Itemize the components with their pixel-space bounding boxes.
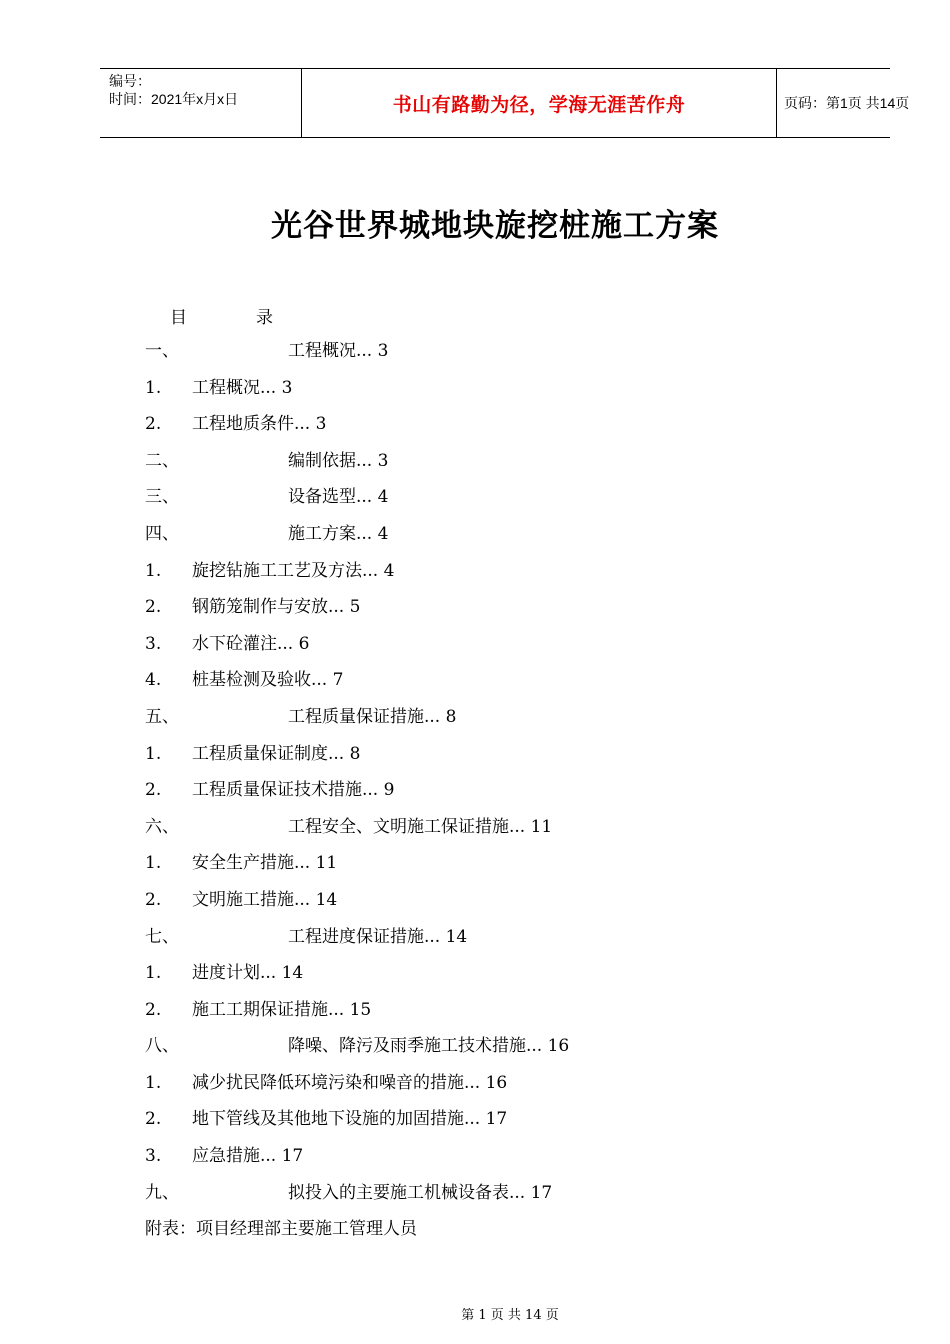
toc-entry-number: 4. — [145, 670, 162, 691]
toc-entry-text: 工程概况... 3 — [192, 377, 293, 398]
motto-text: 书山有路勤为径，学海无涯苦作舟 — [392, 93, 686, 116]
toc-entry[interactable] — [145, 997, 845, 1034]
toc-entry[interactable] — [145, 741, 845, 778]
toc-entry-text: 附表：项目经理部主要施工管理人员 — [145, 1219, 417, 1240]
toc-entry-number: 1. — [145, 853, 162, 874]
toc-entry-text: 施工工期保证措施... 15 — [192, 999, 372, 1020]
toc-entry-number: 一、 — [145, 341, 179, 361]
toc-entry[interactable] — [145, 1033, 845, 1070]
toc-entry-number: 2. — [145, 889, 162, 910]
header-meta-cell — [100, 69, 301, 137]
toc-entry[interactable] — [145, 594, 845, 631]
toc-entry-number: 四、 — [145, 523, 179, 544]
toc-entry[interactable] — [145, 1106, 845, 1143]
toc-entry-text: 设备选型... 4 — [288, 487, 389, 508]
toc-entry-number: 八、 — [145, 1036, 179, 1057]
toc-entry[interactable] — [145, 484, 845, 521]
toc-entry[interactable] — [145, 631, 845, 668]
serial-number-label: 编号： — [109, 73, 151, 89]
toc-entry-number: 1. — [145, 377, 162, 398]
toc-entry[interactable] — [145, 1216, 845, 1253]
toc-entry-number: 九、 — [145, 1182, 179, 1203]
toc-entry-number: 1. — [145, 560, 162, 581]
toc-entry-number: 七、 — [145, 926, 179, 947]
header-motto-cell — [301, 69, 777, 137]
toc-entry-text: 降噪、降污及雨季施工技术措施... 16 — [288, 1036, 570, 1057]
toc-entry-number: 1. — [145, 743, 162, 764]
toc-entry-number: 2. — [145, 1109, 162, 1130]
toc-entry-number: 1. — [145, 1072, 162, 1093]
toc-entry-text: 工程质量保证制度... 8 — [192, 743, 361, 764]
toc-entry[interactable] — [145, 558, 845, 595]
toc-entry[interactable] — [145, 924, 845, 961]
toc-entry-number: 2. — [145, 414, 162, 435]
toc-entry-number: 1. — [145, 963, 162, 984]
table-of-contents — [145, 338, 845, 1253]
date-label: 时间：2021年x月x日 — [109, 91, 239, 107]
toc-entry-number: 三、 — [145, 487, 179, 508]
toc-entry[interactable] — [145, 960, 845, 997]
page-footer — [0, 1304, 950, 1323]
toc-entry[interactable] — [145, 667, 845, 704]
footer-page-number: 第 1 页 共 14 页 — [461, 1308, 559, 1323]
toc-entry-text: 工程进度保证措施... 14 — [288, 926, 468, 947]
toc-entry[interactable] — [145, 1180, 845, 1217]
toc-entry[interactable] — [145, 411, 845, 448]
toc-entry-number: 五、 — [145, 706, 179, 727]
page-info: 页码：第1页 共14页 — [784, 95, 910, 111]
toc-entry-text: 进度计划... 14 — [192, 963, 304, 984]
toc-entry-number: 3. — [145, 633, 162, 654]
toc-entry-text: 水下砼灌注... 6 — [192, 633, 310, 654]
toc-entry-number: 2. — [145, 999, 162, 1020]
toc-entry-text: 桩基检测及验收... 7 — [192, 670, 344, 691]
toc-entry[interactable] — [145, 1143, 845, 1180]
toc-entry[interactable] — [145, 338, 845, 375]
header-page-cell — [776, 69, 910, 137]
toc-entry-text: 工程质量保证技术措施... 9 — [192, 780, 395, 801]
toc-entry[interactable] — [145, 850, 845, 887]
toc-entry[interactable] — [145, 521, 845, 558]
toc-entry-text: 工程地质条件... 3 — [192, 414, 327, 435]
toc-entry-text: 编制依据... 3 — [288, 450, 389, 471]
toc-entry-text: 减少扰民降低环境污染和噪音的措施... 16 — [192, 1072, 508, 1093]
page-header — [100, 68, 910, 138]
toc-entry-text: 应急措施... 17 — [192, 1146, 304, 1167]
toc-entry[interactable] — [145, 448, 845, 485]
toc-entry[interactable] — [145, 704, 845, 741]
toc-entry-text: 工程概况... 3 — [288, 341, 389, 361]
toc-entry[interactable] — [145, 777, 845, 814]
toc-entry[interactable] — [145, 814, 845, 851]
toc-entry-number: 2. — [145, 780, 162, 801]
toc-entry-text: 地下管线及其他地下设施的加固措施... 17 — [192, 1109, 508, 1130]
toc-entry-number: 3. — [145, 1146, 162, 1167]
toc-heading-char-1: 目 — [170, 308, 187, 328]
toc-entry-number: 2. — [145, 597, 162, 618]
toc-heading-char-2: 录 — [256, 308, 273, 328]
toc-entry-number: 二、 — [145, 450, 179, 471]
toc-entry-text: 钢筋笼制作与安放... 5 — [192, 597, 361, 618]
toc-entry[interactable] — [145, 375, 845, 412]
toc-entry[interactable] — [145, 887, 845, 924]
toc-entry-text: 工程质量保证措施... 8 — [288, 706, 457, 727]
toc-entry-text: 安全生产措施... 11 — [192, 853, 338, 874]
toc-entry-text: 工程安全、文明施工保证措施... 11 — [288, 816, 553, 837]
toc-entry[interactable] — [145, 1070, 845, 1107]
toc-entry-text: 旋挖钻施工工艺及方法... 4 — [192, 560, 395, 581]
toc-entry-text: 拟投入的主要施工机械设备表... 17 — [288, 1182, 553, 1203]
toc-entry-number: 六、 — [145, 816, 179, 837]
toc-entry-text: 施工方案... 4 — [288, 523, 389, 544]
document-title: 光谷世界城地块旋挖桩施工方案 — [271, 208, 719, 244]
toc-entry-text: 文明施工措施... 14 — [192, 889, 338, 910]
